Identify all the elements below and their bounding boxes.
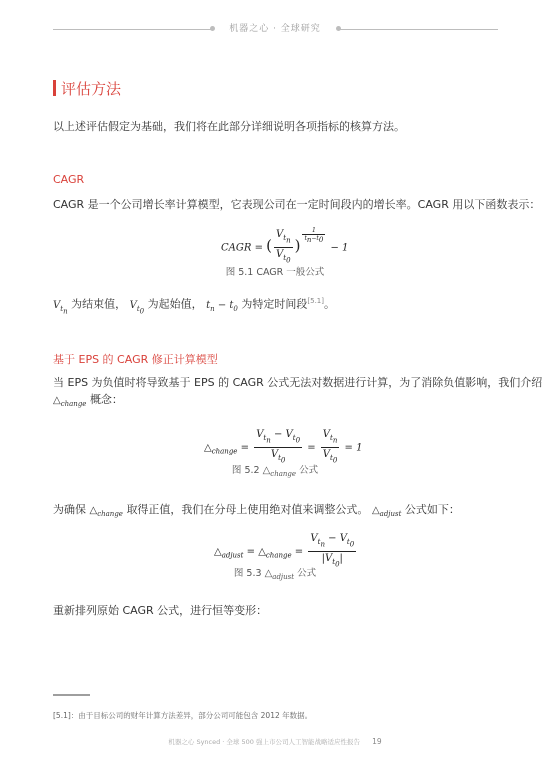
formula-5-1: CAGR = ( $\frac{V_{t_n}}{V_{t_0}}$ ) $^{\frac{1}{t_n-t_0}}$ − 1 xyxy=(221,227,349,265)
def-start-value: 为起始值， xyxy=(147,297,203,311)
running-header: 机器之心 · 全球研究 xyxy=(229,24,321,34)
adjust-paragraph: 为确保 $\triangle_{change}$ 取得正值，我们在分母上使用绝对值来调整公式。 $\triangle_{adjust}$ 公式如下： xyxy=(53,503,460,518)
header-rule-right xyxy=(340,29,498,30)
footnote-ref: [5.1] xyxy=(307,297,324,305)
cagr-definitions: $V_{t_n}$ 为结束值， $V_{t_0}$ 为起始值， $t_n - t_0$ 为特定时间段[5.1]。 xyxy=(53,297,335,316)
cagr-heading: CAGR xyxy=(53,173,85,186)
eps-paragraph-line2: $\triangle_{change}$ 概念： xyxy=(53,393,123,408)
footnote: [5.1]：由于目标公司的财年计算方法差异，部分公司可能包含 2012 年数据。 xyxy=(53,711,313,720)
figure-caption-5-2: 图 5.2 $\triangle_{change}$ 公式 xyxy=(231,465,319,478)
def-period: 为特定时间段 xyxy=(241,297,308,311)
formula-5-2: $\triangle_{change}$ = $\frac{V_{t_n} - V_{t_0}}{V_{t_0}}$ = $\frac{V_{t_n}}{V_{t_0}}$ = 1 xyxy=(204,429,363,465)
page-footer xyxy=(0,737,550,746)
figure-caption-5-3: 图 5.3 $\triangle_{adjust}$ 公式 xyxy=(233,568,317,581)
formula-5-3: $\triangle_{adjust}$ = $\triangle_{change}$ = $\frac{V_{t_n} - V_{t_0}}{|V_{t_0}|}$ xyxy=(214,533,355,569)
eps-heading: 基于 EPS 的 CAGR 修正计算模型 xyxy=(53,353,218,366)
page-number: 19 xyxy=(372,737,382,746)
figure-caption-5-1: 图 5.1 CAGR 一般公式 xyxy=(225,267,325,278)
footer-text: 机器之心 Synced · 全球 500 强上市公司人工智能战略适应性报告 xyxy=(168,738,360,746)
rearrange-paragraph: 重新排列原始 CAGR 公式，进行恒等变形： xyxy=(53,604,268,617)
footnote-rule xyxy=(53,694,90,696)
eps-paragraph-line1: 当 EPS 为负值时将导致基于 EPS 的 CAGR 公式无法对数据进行计算，为了消除负值影响，我们介绍 xyxy=(53,376,543,389)
section-accent-bar xyxy=(53,80,56,96)
section-title: 评估方法 xyxy=(61,80,122,98)
cagr-paragraph: CAGR 是一个公司增长率计算模型，它表现公司在一定时间段内的增长率。CAGR 用以下函数表示： xyxy=(53,198,541,211)
intro-paragraph: 以上述评估假定为基础，我们将在此部分详细说明各项指标的核算方法。 xyxy=(53,120,405,133)
def-end-value: 为结束值， xyxy=(71,297,127,311)
